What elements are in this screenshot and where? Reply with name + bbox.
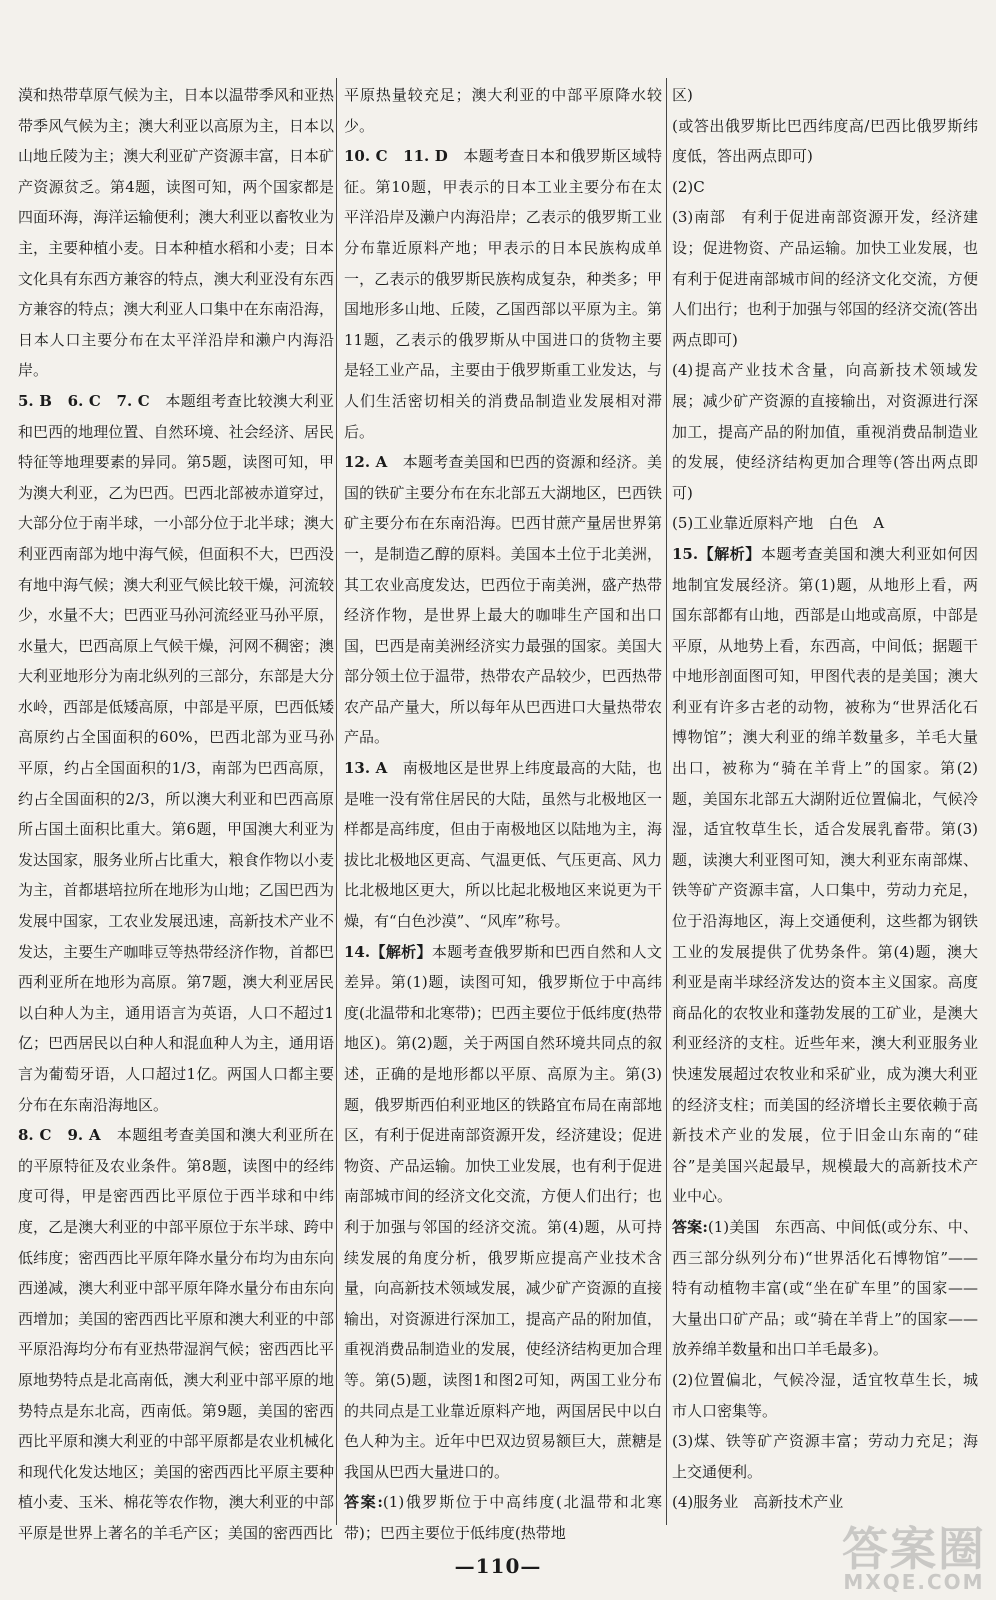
explanation-text: 本题考查俄罗斯和巴西自然和人文差异。第(1)题，读图可知，俄罗斯位于中高纬度(北温带和北寒带)；巴西主要位于低纬度(热带地区)。第(2)题，关于两国自然环境共同点的叙述，正确的是地形都以平原、高原为主。第(3)题，俄罗斯西伯利亚地区的铁路宜布局在南部地区，有利于促进南部资源开发，经济建设；促进物资、产品运输。加快工业发展，也有利于促进南部城市间的经济文化交流，方便人们出行；也利于加强与邻国的经济交流。第(4)题，从可持续发展的角度分析，俄罗斯应提高产业技术含量，向高新技术领域发展，减少矿产资源的直接输出，对资源进行深加工，提高产品的附加值，重视消费品制造业的发展，使经济结构更加合理等。第(5)题，读图1和图2可知，两国工业分布的共同点是工业靠近原料产地，两国居民中以白色人种为主。近年中巴双边贸易额巨大，蔗糖是我国从巴西大量进口的。	[344, 942, 662, 1481]
explanation-text: 本题组考查美国和澳大利亚所在的平原特征及农业条件。第8题，读图中的经纬度可得，甲是密西西比平原位于西半球和中纬度，乙是澳大利亚的中部平原位于东半球、跨中低纬度；密西西比平原年降水量分布均为由东向西递减，澳大利亚中部平原年降水量分布由东向西增加；美国的密西西比平原和澳大利亚的中部平原沿海均分布有亚热带湿润气候；密西西比平原地势特点是北高南低，澳大利亚中部平原的地势特点是东北高，西南低。第9题，美国的密西西比平原和澳大利亚的中部平原都是农业机械化和现代化发达地区；美国的密西西比平原主要种植小麦、玉米、棉花等农作物，澳大利亚的中部平原是世界上著名的羊毛产区；美国的密西西比	[18, 1126, 334, 1542]
answer-block	[344, 1487, 662, 1548]
column-divider	[666, 78, 667, 1525]
answer-text: (1)俄罗斯位于中高纬度(北温带和北寒带)；巴西主要位于低纬度(热带地	[344, 1493, 662, 1542]
question-number: 10. C 11. D	[344, 147, 448, 166]
explanation-text: 本题组考查比较澳大利亚和巴西的地理位置、自然环境、社会经济、居民特征等地理要素的异同。第5题，读图可知，甲为澳大利亚，乙为巴西。巴西北部被赤道穿过，大部分位于南半球，一小部分位于北半球；澳大利亚西南部为地中海气候，但面积不大，巴西没有地中海气候；澳大利亚气候比较干燥，河流较少，水量不大；巴西亚马孙河流经亚马孙平原，水量大，巴西高原上气候干燥，河网不稠密；澳大利亚地形分为南北纵列的三部分，东部是大分水岭，西部是低矮高原，中部是平原，巴西低矮高原约占全国面积的60%，巴西北部为亚马孙平原，约占全国面积的1/3，南部为巴西高原，约占全国面积的2/3，所以澳大利亚和巴西高原所占国土面积比重大。第6题，甲国澳大利亚为发达国家，服务业所占比重大，粮食作物以小麦为主，首都堪培拉所在地形为山地；乙国巴西为发展中国家，工农业发展迅速，高新技术产业不发达，主要生产咖啡豆等热带经济作物，首都巴西利亚所在地形为高原。第7题，澳大利亚居民以白种人为主，通用语言为英语，人口不超过1亿；巴西居民以白种人和混血种人为主，通用语言为葡萄牙语，人口超过1亿。两国人口都主要分布在东南沿海地区。	[18, 391, 334, 1114]
question-number: 14.【解析】	[344, 942, 432, 961]
question-block	[344, 937, 662, 1488]
page-number: —110—	[454, 1554, 542, 1578]
watermark-logo-text: 答案圈	[842, 1522, 986, 1576]
question-block	[672, 539, 978, 1212]
column-1	[18, 80, 334, 1542]
explanation-text: 本题考查美国和澳大利亚如何因地制宜发展经济。第(1)题，从地形上看，两国东部都有山地，西部是山地或高原，中部是平原，从地势上看，东西高，中间低；据题干中地形剖面图可知，甲图代表的是美国；澳大利亚有许多古老的动物，被称为“世界活化石博物馆”；澳大利亚的绵羊数量多，羊毛大量出口，被称为“骑在羊背上”的国家。第(2)题，美国东北部五大湖附近位置偏北，气候冷湿，适宜牧草生长，适合发展乳畜带。第(3)题，读澳大利亚图可知，澳大利亚东南部煤、铁等矿产资源丰富，人口集中，劳动力充足，位于沿海地区，海上交通便利，这些都为钢铁工业的发展提供了优势条件。第(4)题，澳大利亚是南半球经济发达的资本主义国家。高度商品化的农牧业和蓬勃发展的工矿业，是澳大利亚经济的支柱。近些年来，澳大利亚服务业快速发展超过农牧业和采矿业，成为澳大利亚的经济支柱；而美国的经济增长主要依赖于高新技术产业的发展，位于旧金山东南的“硅谷”是美国兴起最早，规模最大的高新技术产业中心。	[672, 544, 978, 1206]
watermark-url: MXQE.COM	[843, 1570, 985, 1594]
answer-block	[672, 1212, 978, 1365]
question-block	[344, 447, 662, 753]
question-number: 12. A	[344, 453, 388, 472]
column-divider	[336, 78, 337, 1525]
paragraph: 平原热量较充足；澳大利亚的中部平原降水较少。	[344, 86, 662, 135]
question-number: 5. B 6. C 7. C	[18, 391, 150, 410]
question-block	[18, 386, 334, 1120]
explanation-text: 本题考查美国和巴西的资源和经济。美国的铁矿主要分布在东北部五大湖地区，巴西铁矿主要分布在东南沿海。巴西甘蔗产量居世界第一，是制造乙醇的原料。美国本土位于北美洲，其工农业高度发达，巴西位于南美洲，盛产热带经济作物，是世界上最大的咖啡生产国和出口国，巴西是南美洲经济实力最强的国家。美国大部分领土位于温带，热带农产品较少，巴西热带农产品产量大，所以每年从巴西进口大量热带农产品。	[344, 453, 662, 747]
explanation-text: 南极地区是世界上纬度最高的大陆，也是唯一没有常住居民的大陆，虽然与北极地区一样都是高纬度，但由于南极地区以陆地为主，海拔比北极地区更高、气温更低、气压更高、风力比北极地区更大，所以比起北极地区来说更为干燥，有“白色沙漠”、“风库”称号。	[344, 759, 662, 931]
answer-line: 区)	[672, 86, 693, 104]
paragraph: 漠和热带草原气候为主，日本以温带季风和亚热带季风气候为主；澳大利亚以高原为主，日本以山地丘陵为主；澳大利亚矿产资源丰富，日本矿产资源贫乏。第4题，读图可知，两个国家都是四面环海，海洋运输便利；澳大利亚以畜牧业为主，主要种植小麦。日本种植水稻和小麦；日本文化具有东西方兼容的特点，澳大利亚没有东西方兼容的特点；澳大利亚人口集中在东南沿海，日本人口主要分布在太平洋沿岸和濑户内海沿岸。	[18, 86, 334, 380]
question-number: 13. A	[344, 759, 388, 778]
answer-line: (3)煤、铁等矿产资源丰富；劳动力充足；海上交通便利。	[672, 1432, 978, 1481]
answer-line: (4)提高产业技术含量，向高新技术领域发展；减少矿产资源的直接输出，对资源进行深加工，提高产品的附加值，重视消费品制造业的发展，使经济结构更加合理等(答出两点即可)	[672, 361, 978, 502]
explanation-text: 本题考查日本和俄罗斯区域特征。第10题，甲表示的日本工业主要分布在太平洋沿岸及濑户内海沿岸；乙表示的俄罗斯工业分布靠近原料产地；甲表示的日本民族构成单一，乙表示的俄罗斯民族构成复杂，种类多；甲国地形多山地、丘陵，乙国西部以平原为主。第11题，乙表示的俄罗斯从中国进口的货物主要是轻工业产品，主要由于俄罗斯重工业发达，与人们生活密切相关的消费品制造业发展相对滞后。	[344, 147, 662, 441]
question-block	[344, 141, 662, 447]
answer-text: (1)美国 东西高、中间低(或分东、中、西三部分纵列分布)“世界活化石博物馆”——特有动植物丰富(或“坐在矿车里”的国家——大量出口矿产品；或“骑在羊背上”的国家——放养绵羊数量和出口羊毛最多)。	[672, 1217, 978, 1359]
answer-line: (2)C	[672, 177, 705, 196]
answer-line: (或答出俄罗斯比巴西纬度高/巴西比俄罗斯纬度低，答出两点即可)	[672, 116, 978, 166]
answer-line: (4)服务业 高新技术产业	[672, 1493, 844, 1512]
question-block	[344, 753, 662, 937]
column-2	[344, 80, 662, 1542]
answer-label: 答案:	[672, 1217, 708, 1236]
answer-label: 答案:	[344, 1493, 383, 1512]
question-number: 8. C 9. A	[18, 1126, 101, 1145]
answer-line: (2)位置偏北，气候冷湿，适宜牧草生长，城市人口密集等。	[672, 1370, 978, 1420]
answer-line: (3)南部 有利于促进南部资源开发，经济建设；促进物资、产品运输。加快工业发展，也有利于促进南部城市间的经济文化交流，方便人们出行；也利于加强与邻国的经济交流(答出两点即可)	[672, 208, 978, 349]
question-number: 15.【解析】	[672, 544, 761, 563]
question-block	[18, 1120, 334, 1548]
site-watermark	[842, 1522, 986, 1594]
answer-line: (5)工业靠近原料产地 白色 A	[672, 514, 885, 533]
column-3	[672, 80, 978, 1510]
